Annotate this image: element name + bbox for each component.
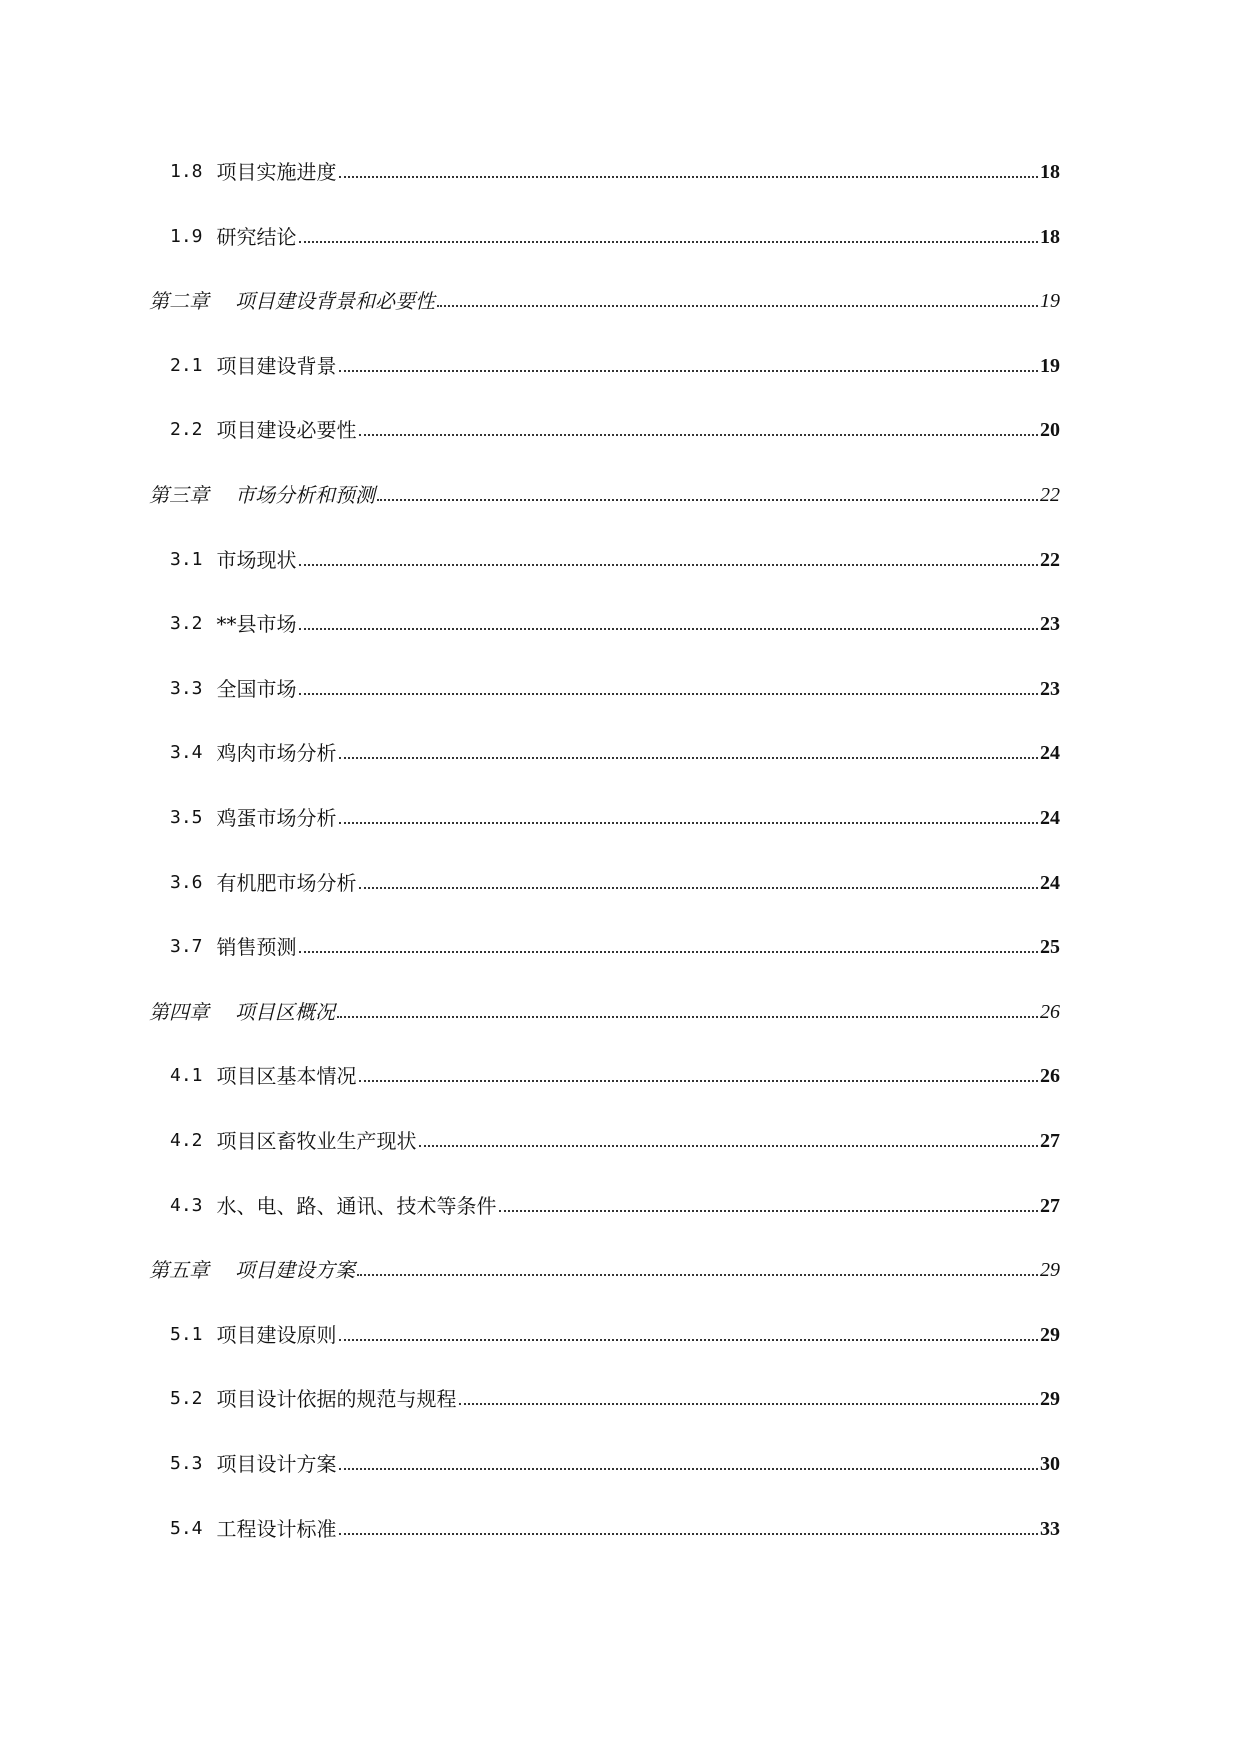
dot-leader xyxy=(299,563,1038,566)
dot-leader xyxy=(337,1015,1038,1018)
dot-leader xyxy=(339,1532,1038,1535)
toc-entry-title: 项目建设背景 xyxy=(216,353,337,378)
toc-entry-title: 项目建设必要性 xyxy=(216,418,357,443)
toc-entry-number: 4.2 xyxy=(170,1130,203,1151)
toc-entry-title: 项目建设背景和必要性 xyxy=(235,289,435,314)
toc-entry-title: 鸡蛋市场分析 xyxy=(216,806,337,830)
toc-section-entry[interactable] xyxy=(170,1058,1060,1088)
toc-entry-number: 5.2 xyxy=(170,1388,203,1410)
dot-leader xyxy=(339,821,1038,824)
toc-entry-number: 3.5 xyxy=(170,807,203,828)
toc-section-entry[interactable] xyxy=(170,412,1060,442)
toc-entry-title: 销售预测 xyxy=(216,935,297,960)
toc-section-entry[interactable] xyxy=(170,1317,1060,1347)
toc-entry-title: 项目区基本情况 xyxy=(216,1064,357,1089)
dot-leader xyxy=(357,1273,1038,1276)
toc-entry-title: 项目设计方案 xyxy=(216,1452,337,1476)
toc-page-number: 18 xyxy=(1040,161,1060,183)
dot-leader xyxy=(359,1079,1038,1082)
toc-entry-title: **县市场 xyxy=(216,612,297,637)
toc-chapter-entry[interactable] xyxy=(149,1252,1060,1282)
toc-section-entry[interactable] xyxy=(170,154,1060,184)
dot-leader xyxy=(299,950,1038,953)
toc-entry-number: 3.7 xyxy=(170,936,203,958)
toc-page-number: 29 xyxy=(1040,1323,1060,1346)
toc-page-number: 23 xyxy=(1040,677,1060,700)
toc-page-number: 29 xyxy=(1040,1388,1060,1411)
toc-entry-number: 2.1 xyxy=(170,354,203,376)
toc-entry-number: 1.8 xyxy=(170,161,203,182)
toc-entry-number: 3.2 xyxy=(170,613,203,635)
toc-section-entry[interactable] xyxy=(170,542,1060,572)
dot-leader xyxy=(339,175,1038,178)
toc-section-entry[interactable] xyxy=(170,929,1060,959)
toc-section-entry[interactable] xyxy=(170,1381,1060,1411)
toc-entry-number: 5.3 xyxy=(170,1453,203,1474)
dot-leader xyxy=(359,886,1038,889)
toc-entry-title: 市场现状 xyxy=(216,547,297,572)
toc-page-number: 23 xyxy=(1040,613,1060,636)
toc-entry-number: 5.1 xyxy=(170,1323,203,1345)
toc-section-entry[interactable] xyxy=(170,348,1060,378)
toc-entry-title: 有机肥市场分析 xyxy=(216,870,357,895)
dot-leader xyxy=(499,1209,1038,1212)
dot-leader xyxy=(339,369,1038,372)
dot-leader xyxy=(299,627,1038,630)
toc-page-number: 24 xyxy=(1040,871,1060,894)
toc-chapter-entry[interactable] xyxy=(149,477,1060,507)
dot-leader xyxy=(359,433,1038,436)
toc-entry-title: 水、电、路、通讯、技术等条件 xyxy=(216,1193,497,1218)
toc-entry-number: 3.3 xyxy=(170,677,203,699)
toc-entry-title: 项目建设原则 xyxy=(216,1322,337,1347)
toc-entry-number: 2.2 xyxy=(170,419,203,441)
dot-leader xyxy=(339,1467,1038,1470)
toc-page-number: 29 xyxy=(1040,1259,1060,1282)
toc-chapter-entry[interactable] xyxy=(149,283,1060,313)
toc-entry-title: 项目实施进度 xyxy=(216,160,337,184)
toc-entry-number: 3.4 xyxy=(170,742,203,764)
toc-page-number: 19 xyxy=(1040,354,1060,377)
toc-page-number: 20 xyxy=(1040,419,1060,442)
toc-page-number: 18 xyxy=(1040,225,1060,248)
toc-page-number: 26 xyxy=(1040,1000,1060,1023)
toc-page-number: 27 xyxy=(1040,1194,1060,1217)
toc-section-entry[interactable] xyxy=(170,1511,1060,1541)
toc-entry-number: 3.1 xyxy=(170,548,203,570)
toc-section-entry[interactable] xyxy=(170,219,1060,249)
toc-page-number: 24 xyxy=(1040,807,1060,829)
toc-entry-number: 5.4 xyxy=(170,1517,203,1539)
dot-leader xyxy=(377,498,1038,501)
toc-page-number: 27 xyxy=(1040,1130,1060,1152)
toc-entry-number: 4.1 xyxy=(170,1065,203,1087)
dot-leader xyxy=(339,756,1038,759)
toc-page-number: 25 xyxy=(1040,936,1060,959)
toc-page-number: 26 xyxy=(1040,1065,1060,1088)
dot-leader xyxy=(339,1338,1038,1341)
toc-entry-title: 研究结论 xyxy=(216,224,297,249)
toc-section-entry[interactable] xyxy=(170,1446,1060,1476)
dot-leader xyxy=(419,1144,1038,1147)
toc-page-number: 24 xyxy=(1040,742,1060,765)
toc-section-entry[interactable] xyxy=(170,606,1060,636)
toc-page-number: 19 xyxy=(1040,290,1060,313)
toc-entry-title: 市场分析和预测 xyxy=(235,483,375,507)
dot-leader xyxy=(299,240,1038,243)
toc-entry-number: 4.3 xyxy=(170,1194,203,1216)
toc-entry-number: 第二章 xyxy=(149,289,209,314)
toc-section-entry[interactable] xyxy=(170,1188,1060,1218)
dot-leader xyxy=(437,304,1038,307)
toc-entry-number: 第五章 xyxy=(149,1258,209,1283)
toc-entry-number: 3.6 xyxy=(170,871,203,893)
toc-entry-number: 1.9 xyxy=(170,225,203,247)
toc-entry-number: 第三章 xyxy=(149,483,209,507)
toc-entry-number: 第四章 xyxy=(149,999,209,1024)
toc-entry-title: 全国市场 xyxy=(216,676,297,701)
dot-leader xyxy=(459,1402,1038,1405)
toc-section-entry[interactable] xyxy=(170,865,1060,895)
toc-entry-title: 项目建设方案 xyxy=(235,1258,355,1283)
toc-page-number: 22 xyxy=(1040,484,1060,506)
toc-page-number: 30 xyxy=(1040,1453,1060,1475)
toc-section-entry[interactable] xyxy=(170,1123,1060,1153)
toc-chapter-entry[interactable] xyxy=(149,994,1060,1024)
dot-leader xyxy=(299,692,1038,695)
toc-page-number: 33 xyxy=(1040,1517,1060,1540)
toc-entry-title: 项目设计依据的规范与规程 xyxy=(216,1387,457,1412)
toc-entry-title: 鸡肉市场分析 xyxy=(216,741,337,766)
toc-entry-title: 项目区概况 xyxy=(235,999,335,1024)
toc-entry-title: 工程设计标准 xyxy=(216,1516,337,1541)
toc-page-number: 22 xyxy=(1040,548,1060,571)
toc-section-entry[interactable] xyxy=(170,735,1060,765)
toc-section-entry[interactable] xyxy=(170,671,1060,701)
toc-entry-title: 项目区畜牧业生产现状 xyxy=(216,1129,417,1153)
toc-section-entry[interactable] xyxy=(170,800,1060,830)
